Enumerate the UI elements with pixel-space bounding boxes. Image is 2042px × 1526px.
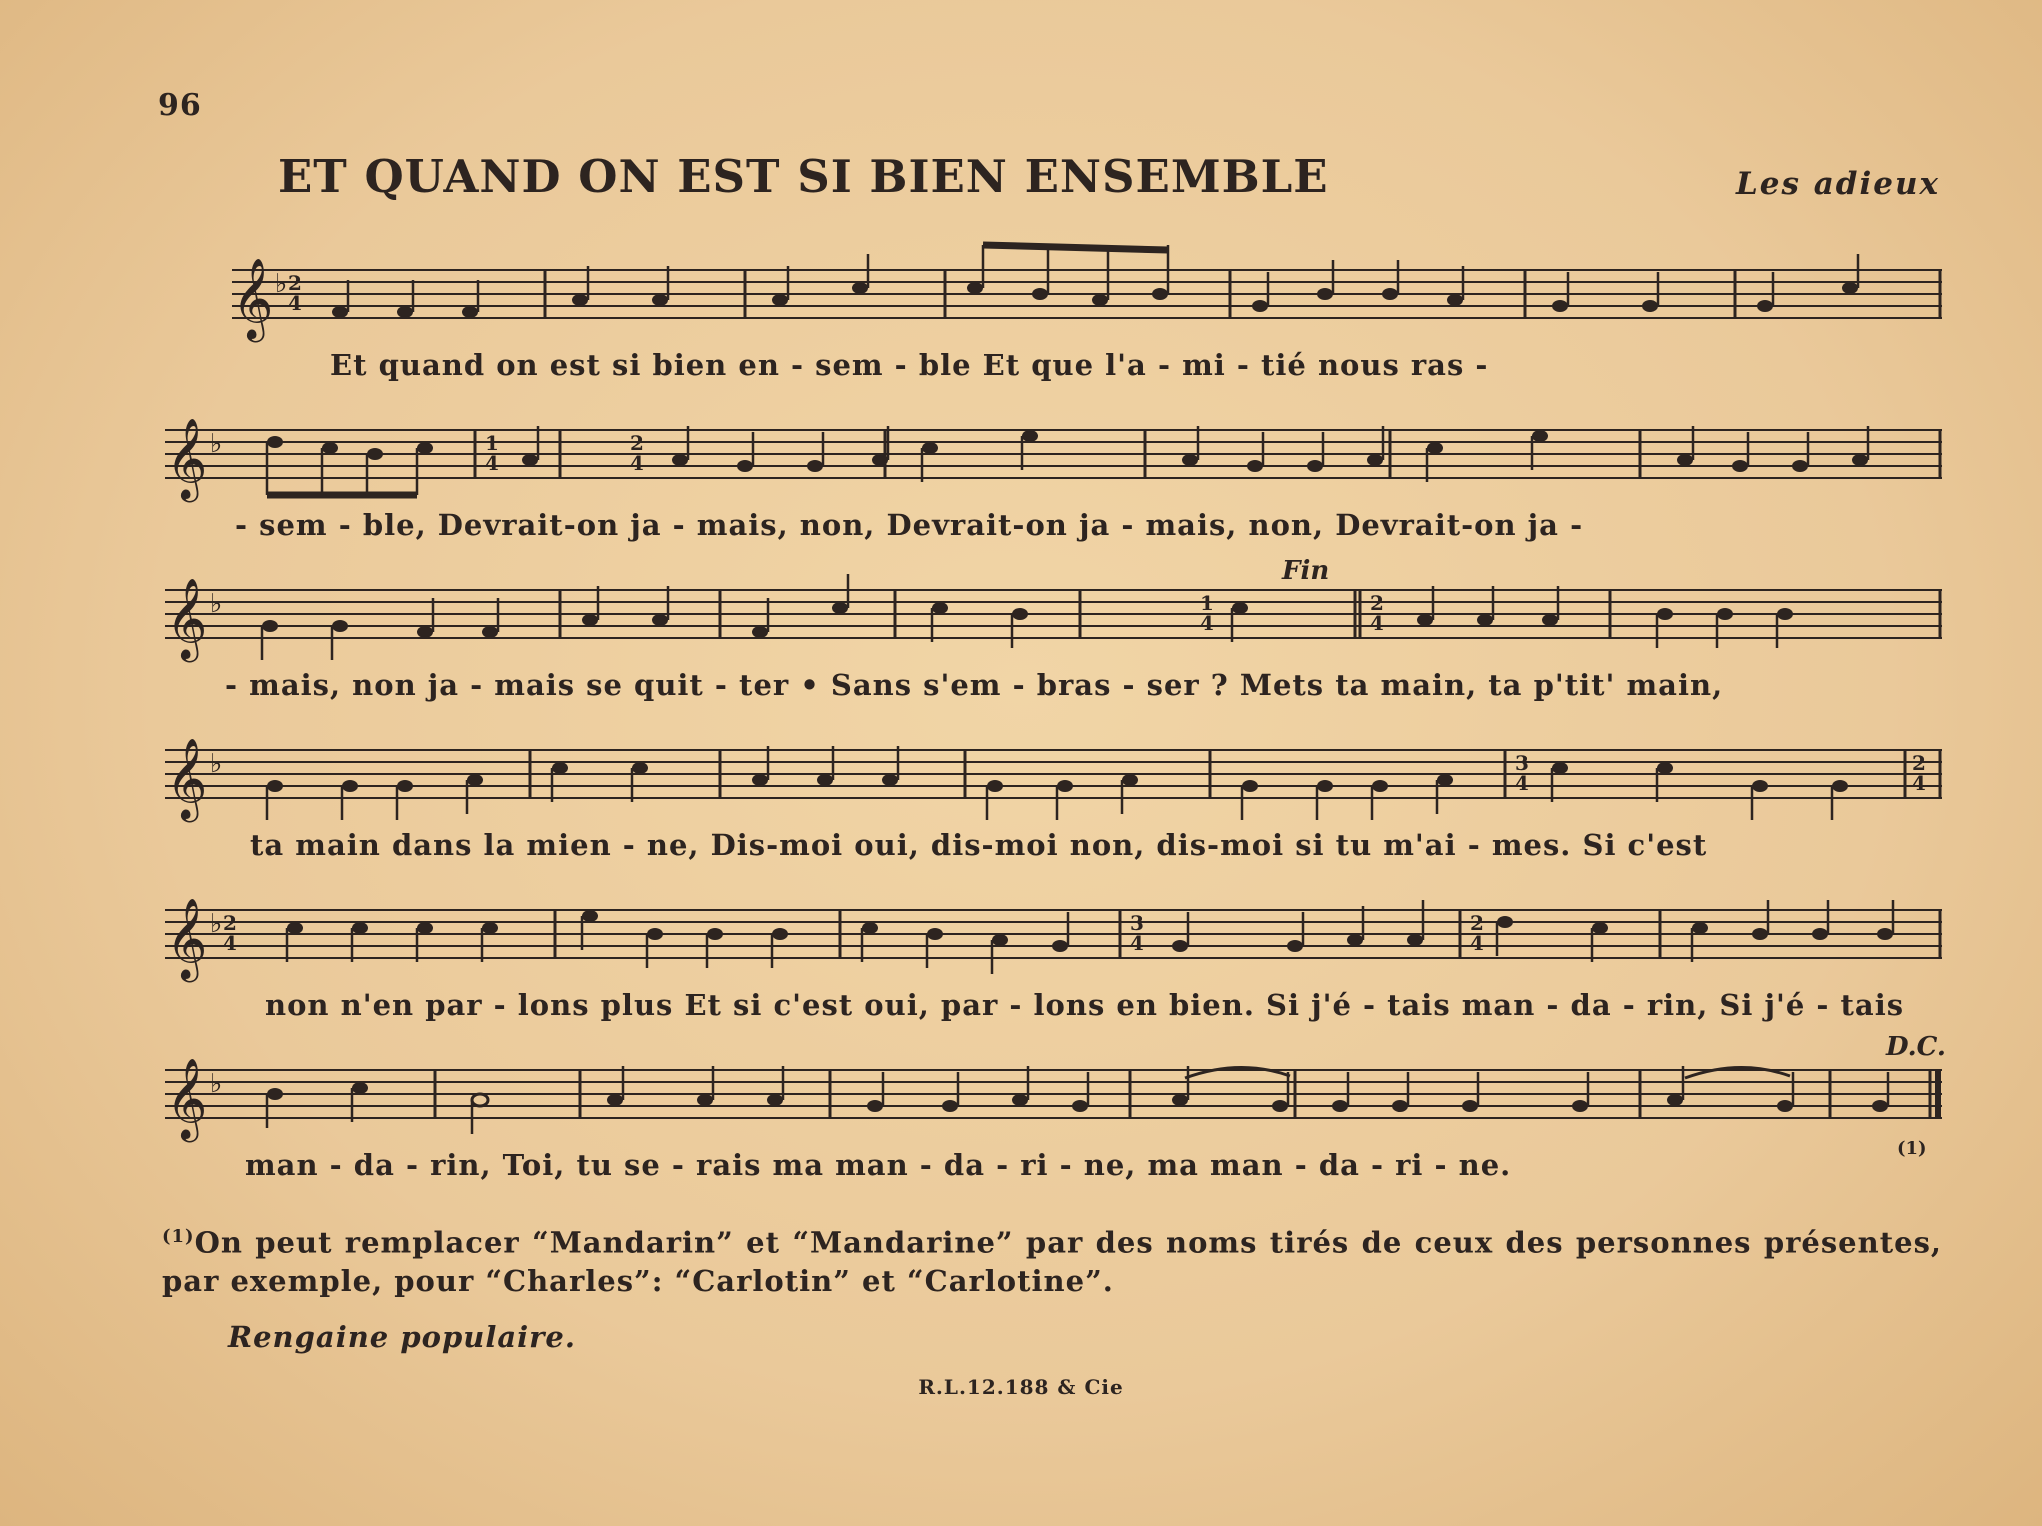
staff-3 bbox=[160, 560, 1942, 670]
music-system-5 bbox=[160, 880, 1942, 1030]
svg-text:1: 1 bbox=[485, 431, 499, 455]
svg-text:♭: ♭ bbox=[275, 269, 288, 299]
svg-text:4: 4 bbox=[1200, 611, 1214, 635]
staff-2 bbox=[160, 400, 1942, 510]
svg-text:𝄞: 𝄞 bbox=[166, 737, 208, 819]
staff-4 bbox=[160, 720, 1942, 830]
svg-text:4: 4 bbox=[1470, 931, 1484, 955]
svg-text:4: 4 bbox=[1912, 771, 1926, 795]
song-subtitle: Les adieux bbox=[1735, 166, 1940, 202]
svg-text:3: 3 bbox=[1515, 751, 1529, 775]
svg-text:2: 2 bbox=[1912, 751, 1926, 775]
attribution: Rengaine populaire. bbox=[228, 1320, 576, 1354]
music-system-1 bbox=[160, 240, 1942, 390]
music-system-6 bbox=[160, 1032, 1946, 1190]
lyrics-line-2: - sem - ble, Devrait-on ja - mais, non, Devrait-on ja - mais, non, Devrait-on ja - bbox=[235, 508, 1584, 542]
svg-text:2: 2 bbox=[223, 911, 237, 935]
svg-text:2: 2 bbox=[630, 431, 644, 455]
fin-marking: Fin bbox=[1282, 556, 1330, 586]
staff-5 bbox=[160, 880, 1942, 990]
svg-text:♭: ♭ bbox=[210, 749, 223, 779]
lyrics-line-1: Et quand on est si bien en - sem - ble Et que l'a - mi - tié nous ras - bbox=[330, 348, 1489, 382]
footnote bbox=[162, 1218, 1942, 1300]
lyrics-line-3: - mais, non ja - mais se quit - ter • Sans s'em - bras - ser ? Mets ta main, ta p'tit' main, bbox=[225, 668, 1724, 702]
publisher-mark: R.L.12.188 & Cie bbox=[918, 1375, 1124, 1399]
svg-text:𝄞: 𝄞 bbox=[166, 577, 208, 659]
svg-text:2: 2 bbox=[1470, 911, 1484, 935]
svg-text:♭: ♭ bbox=[210, 429, 223, 459]
svg-text:4: 4 bbox=[1130, 931, 1144, 955]
svg-text:4: 4 bbox=[288, 291, 302, 315]
svg-text:3: 3 bbox=[1130, 911, 1144, 935]
svg-text:𝄞: 𝄞 bbox=[166, 1057, 208, 1139]
music-system-4 bbox=[160, 720, 1942, 870]
svg-text:♭: ♭ bbox=[210, 589, 223, 619]
svg-text:4: 4 bbox=[223, 931, 237, 955]
lyrics-line-4: ta main dans la mien - ne, Dis-moi oui, dis-moi non, dis-moi si tu m'ai - mes. Si c'est bbox=[250, 828, 1708, 862]
svg-text:2: 2 bbox=[1370, 591, 1384, 615]
footnote-reference: (1) bbox=[1897, 1138, 1927, 1159]
music-system-3 bbox=[160, 556, 1942, 710]
music-system-2 bbox=[160, 400, 1942, 550]
svg-text:𝄞: 𝄞 bbox=[232, 257, 274, 339]
staff-1 bbox=[160, 240, 1942, 350]
svg-text:𝄞: 𝄞 bbox=[166, 417, 208, 499]
svg-text:4: 4 bbox=[630, 451, 644, 475]
footnote-marker: (1) bbox=[162, 1226, 195, 1247]
dc-marking: D.C. bbox=[1886, 1032, 1946, 1062]
svg-text:♭: ♭ bbox=[210, 909, 223, 939]
svg-text:1: 1 bbox=[1200, 591, 1214, 615]
svg-text:♭: ♭ bbox=[210, 1069, 223, 1099]
staff-6 bbox=[160, 1040, 1942, 1150]
svg-text:𝄞: 𝄞 bbox=[166, 897, 208, 979]
svg-text:4: 4 bbox=[485, 451, 499, 475]
footnote-text: On peut remplacer “Mandarin” et “Mandarine” par des noms tirés de ceux des personnes présentes, par exemple, pour “Charles”: “Carlotin” et “Carlotine”. bbox=[162, 1225, 1942, 1298]
song-title: ET QUAND ON EST SI BIEN ENSEMBLE bbox=[278, 150, 1329, 203]
svg-text:2: 2 bbox=[288, 271, 302, 295]
svg-text:4: 4 bbox=[1515, 771, 1529, 795]
lyrics-line-6: man - da - rin, Toi, tu se - rais ma man - da - ri - ne, ma man - da - ri - ne. bbox=[245, 1148, 1512, 1182]
svg-text:4: 4 bbox=[1370, 611, 1384, 635]
lyrics-line-5: non n'en par - lons plus Et si c'est oui, par - lons en bien. Si j'é - tais man - da - rin, Si j'é - tais bbox=[265, 988, 1905, 1022]
page-number: 96 bbox=[158, 88, 202, 123]
